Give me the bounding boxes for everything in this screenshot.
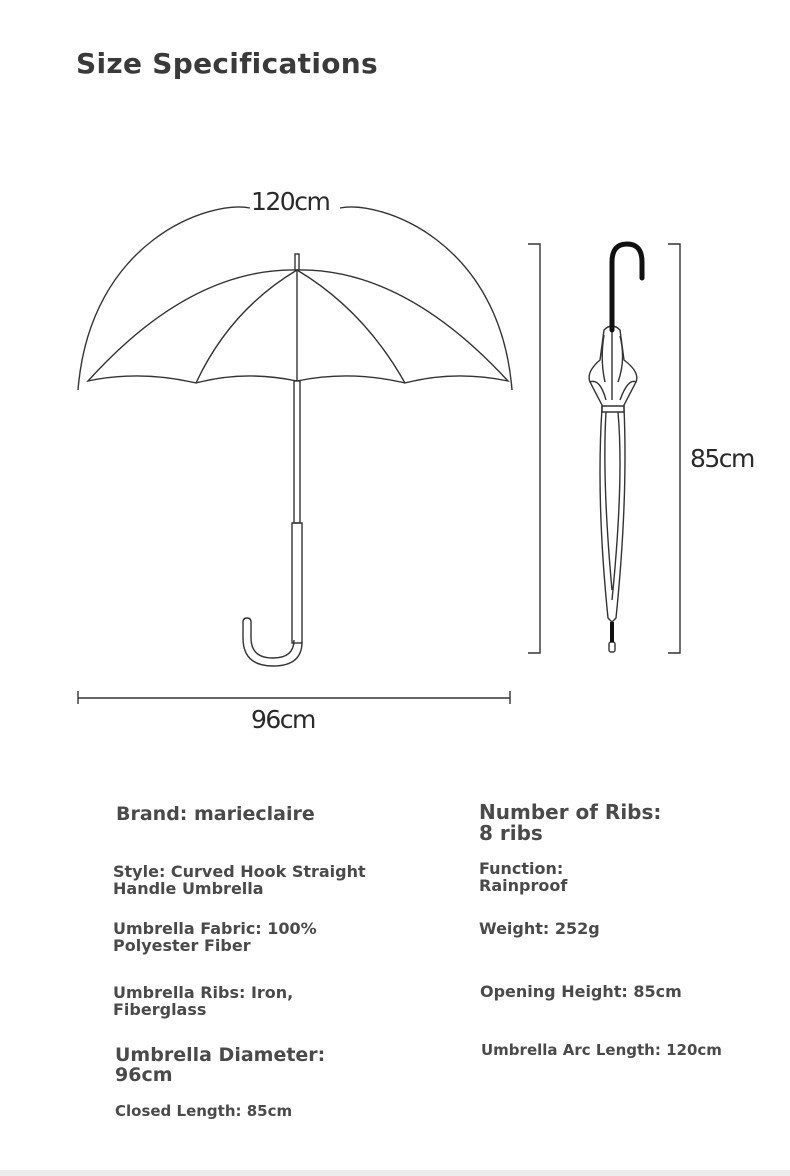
spec-style: Style: Curved Hook Straight Handle Umbrella: [113, 862, 366, 898]
diameter-label: 96cm: [251, 705, 315, 734]
closed-umbrella-hook: [612, 244, 642, 330]
spec-opening-height: Opening Height: 85cm: [480, 982, 682, 1001]
spec-diameter: Umbrella Diameter: 96cm: [115, 1044, 326, 1086]
spec-brand: Brand: marieclaire: [116, 803, 315, 825]
spec-arc-length: Umbrella Arc Length: 120cm: [481, 1041, 722, 1059]
bottom-divider: [0, 1170, 790, 1176]
page-title: Size Specifications: [76, 47, 378, 80]
umbrella-handle-hook: [243, 618, 302, 666]
arc-length-label: 120cm: [251, 187, 330, 216]
closed-umbrella-tip: [609, 642, 615, 652]
umbrella-tip: [295, 254, 299, 270]
closed-umbrella-body: [589, 326, 637, 622]
spec-function: Function: Rainproof: [479, 859, 568, 895]
height-bracket-right: [668, 244, 680, 653]
height-bracket-left: [528, 244, 540, 653]
spec-ribs-material: Umbrella Ribs: Iron, Fiberglass: [113, 983, 294, 1019]
umbrella-shaft: [294, 381, 300, 523]
canopy-outline: [88, 270, 508, 383]
arc-length-line: [78, 207, 250, 390]
arc-length-line-right: [340, 207, 512, 390]
spec-fabric: Umbrella Fabric: 100% Polyester Fiber: [113, 919, 317, 955]
spec-weight: Weight: 252g: [479, 919, 600, 938]
canopy-rib: [297, 270, 405, 383]
umbrella-handle-grip: [292, 523, 302, 643]
spec-number-of-ribs: Number of Ribs: 8 ribs: [479, 800, 662, 845]
spec-closed-length: Closed Length: 85cm: [115, 1102, 293, 1120]
closed-length-label: 85cm: [690, 444, 754, 473]
